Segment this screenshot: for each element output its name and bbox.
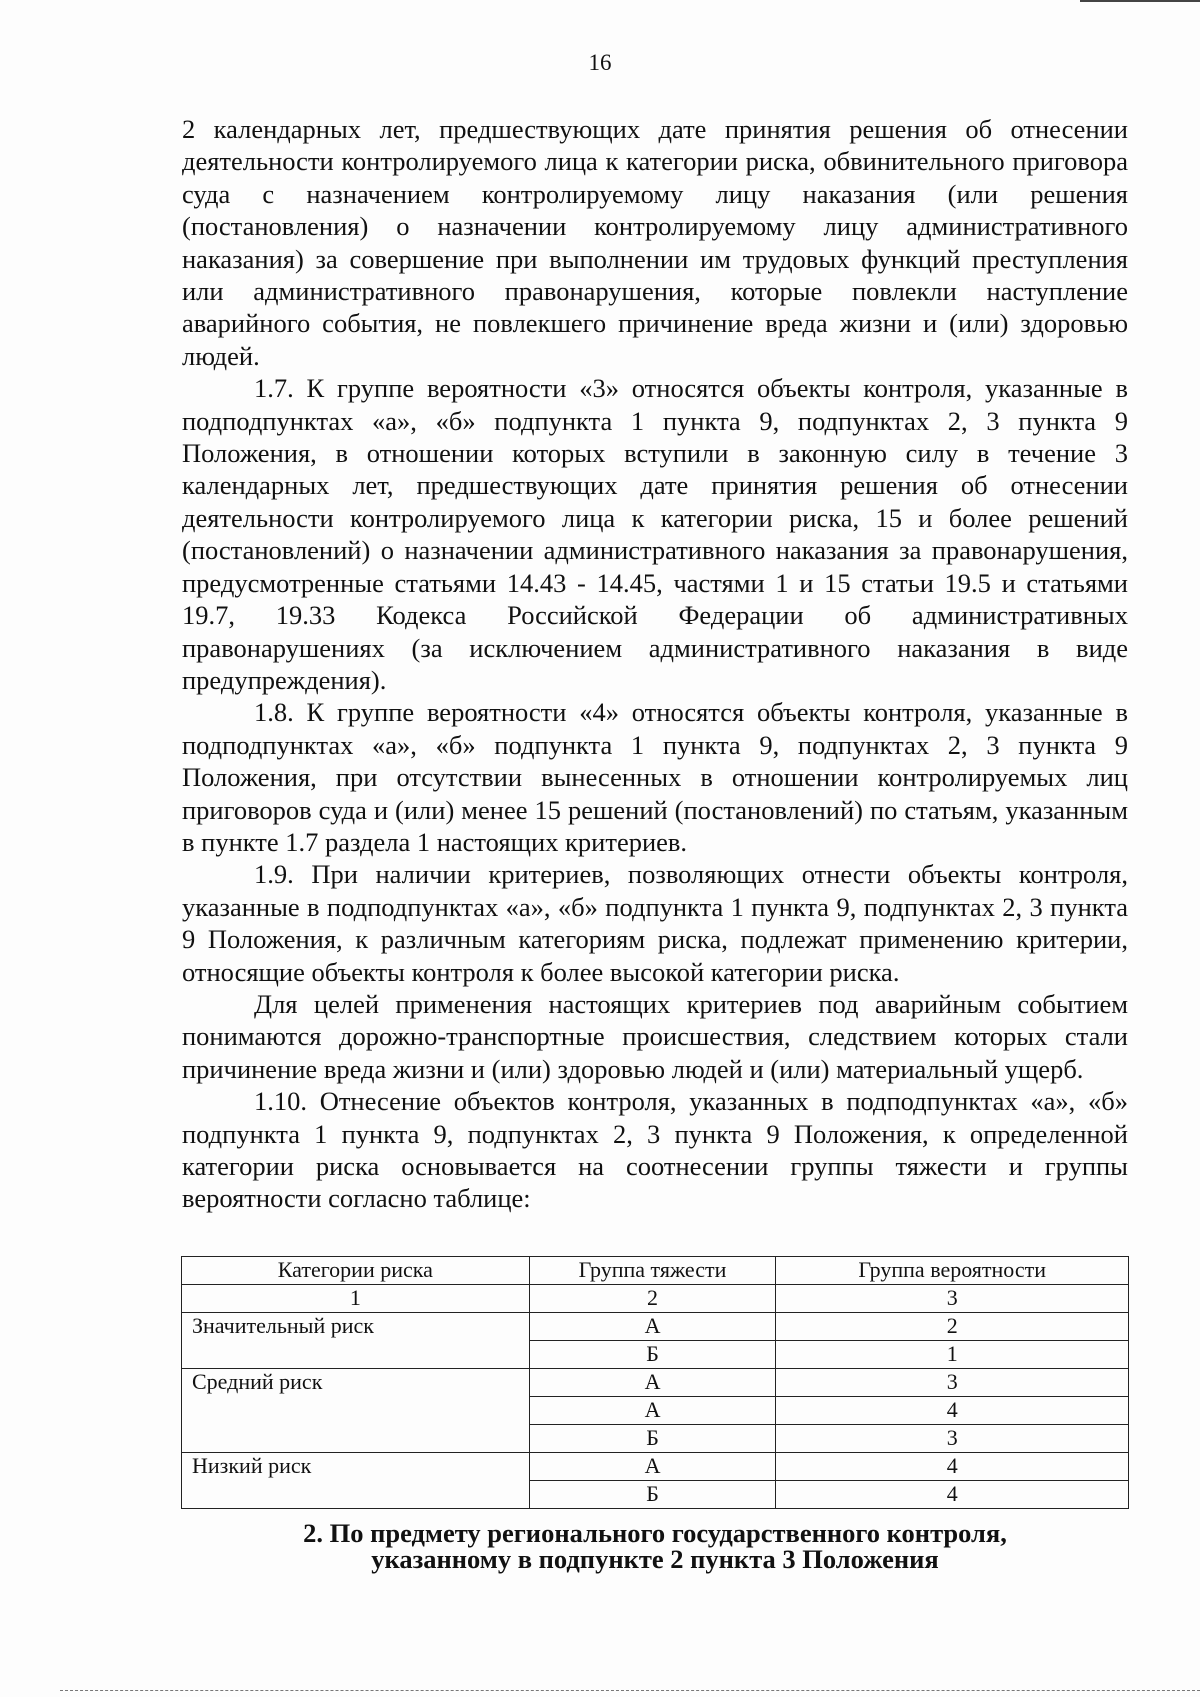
header-risk-category: Категории риска <box>182 1257 530 1285</box>
probability-group-cell: 1 <box>776 1341 1129 1369</box>
paragraph: 2 календарных лет, предшествующих дате принятия решения об отнесении деятельности контролируемого лица к категории риска, обвинительного приговора суда с назначением контролируемому лицу наказания (или решения (постановления) о назначении контролируемому лицу административного наказания) за совершение при выполнении им трудовых функций преступления или административного правонарушения, которые повлекли наступление аварийного события, не повлекшего причинение вреда жизни и (или) здоровью людей. <box>182 114 1128 371</box>
probability-group-cell: 2 <box>776 1313 1129 1341</box>
table-row <box>182 1453 1129 1481</box>
severity-group-cell: А <box>529 1397 776 1425</box>
severity-group-cell: А <box>529 1313 776 1341</box>
probability-group-cell: 3 <box>776 1369 1129 1397</box>
severity-group-cell: Б <box>529 1425 776 1453</box>
probability-group-cell: 4 <box>776 1453 1129 1481</box>
severity-group-cell: Б <box>529 1481 776 1509</box>
severity-group-cell: А <box>529 1369 776 1397</box>
paragraph: 1.8. К группе вероятности «4» относятся объекты контроля, указанные в подподпунктах «а», «б» подпункта 1 пункта 9, подпунктах 2, 3 пункта 9 Положения, при отсутствии вынесенных в отношении контролируемых лиц приговоров суда и (или) менее 15 решений (постановлений) по статьям, указанным в пункте 1.7 раздела 1 настоящих критериев. <box>182 697 1128 857</box>
scan-edge-line <box>1080 0 1200 2</box>
header-probability-group: Группа вероятности <box>776 1257 1129 1285</box>
risk-category-cell: Средний риск <box>182 1369 530 1453</box>
risk-category-cell: Значительный риск <box>182 1313 530 1369</box>
paragraph: 1.7. К группе вероятности «3» относятся объекты контроля, указанные в подподпунктах «а», «б» подпункта 1 пункта 9, подпунктах 2, 3 пункта 9 Положения, в отношении которых вступили в законную силу в течение 3 календарных лет, предшествующих дате принятия решения об отнесении деятельности контролируемого лица к категории риска, 15 и более решений (постановлений) о назначении административного наказания за правонарушения, предусмотренные статьями 14.43 - 14.45, частями 1 и 15 статьи 19.5 и статьями 19.7, 19.33 Кодекса Российской Федерации об административных правонарушениях (за исключением административного наказания в виде предупреждения). <box>182 373 1128 695</box>
table-numbering-row <box>182 1285 1129 1313</box>
table-header-row <box>182 1257 1129 1285</box>
table-row <box>182 1369 1129 1397</box>
paragraph: Для целей применения настоящих критериев под аварийным событием понимаются дорожно-транспортные происшествия, следствием которых стали причинение вреда жизни и (или) здоровью людей и (или) материальный ущерб. <box>182 988 1128 1084</box>
severity-group-cell: А <box>529 1453 776 1481</box>
column-number-3: 3 <box>776 1285 1129 1313</box>
document-body <box>182 113 1128 1215</box>
paragraph: 1.10. Отнесение объектов контроля, указанных в подподпунктах «а», «б» подпункта 1 пункта 9, подпунктах 2, 3 пункта 9 Положения, к определенной категории риска основывается на соотнесении группы тяжести и группы вероятности согласно таблице: <box>182 1086 1128 1214</box>
section-heading-line-2: указанному в подпункте 2 пункта 3 Положения <box>371 1544 939 1574</box>
paragraph: 1.9. При наличии критериев, позволяющих отнести объекты контроля, указанные в подподпунктах «а», «б» подпункта 1 пункта 9, подпунктах 2, 3 пункта 9 Положения, к различным категориям риска, подлежат применению критерии, относящие объекты контроля к более высокой категории риска. <box>182 859 1128 987</box>
page-number: 16 <box>588 50 612 75</box>
table-row <box>182 1313 1129 1341</box>
header-severity-group: Группа тяжести <box>529 1257 776 1285</box>
column-number-2: 2 <box>529 1285 776 1313</box>
column-number-1: 1 <box>182 1285 530 1313</box>
risk-category-table <box>181 1256 1129 1509</box>
scan-edge-line-bottom <box>60 1690 1200 1692</box>
severity-group-cell: Б <box>529 1341 776 1369</box>
risk-category-cell: Низкий риск <box>182 1453 530 1509</box>
section-heading-line-1: 2. По предмету регионального государственного контроля, <box>303 1518 1007 1548</box>
probability-group-cell: 3 <box>776 1425 1129 1453</box>
probability-group-cell: 4 <box>776 1481 1129 1509</box>
section-heading <box>182 1520 1128 1572</box>
probability-group-cell: 4 <box>776 1397 1129 1425</box>
